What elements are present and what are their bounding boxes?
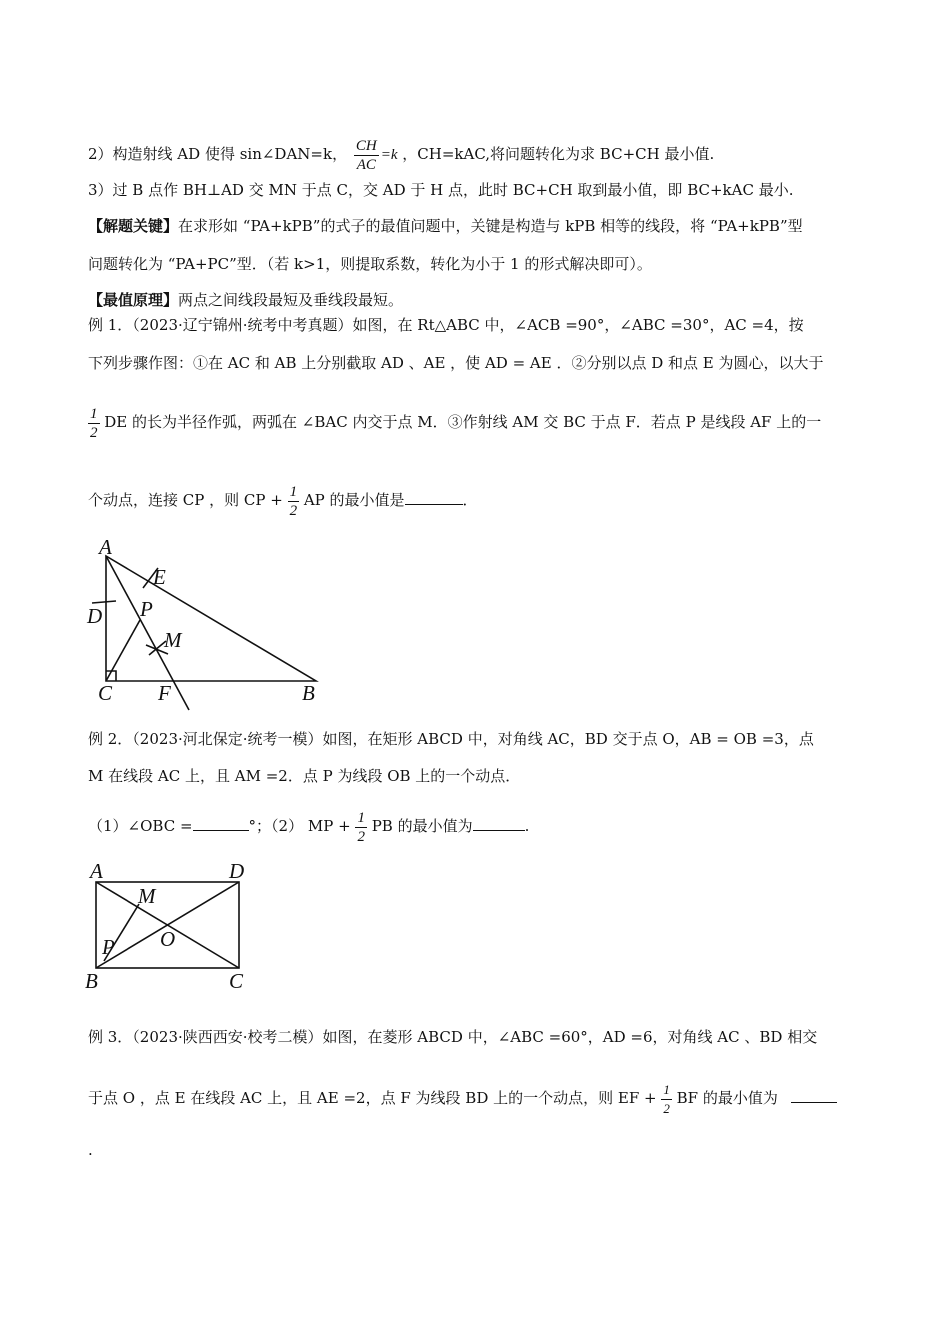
ex3-frac-num: 1 [661, 1081, 672, 1100]
ex2-q2-blank[interactable] [473, 816, 525, 831]
key-line-2: 问题转化为 “PA+PC”型．（若 k>1，则提取系数，转化为小于 1 的形式解决即可）。 [88, 255, 652, 273]
ex1-line-4-a: 个动点，连接 CP ，则 CP + [88, 491, 283, 509]
principle-label: 【最值原理】 [88, 291, 179, 309]
ex2-line-2: M 在线段 AC 上，且 AM =2．点 P 为线段 OB 上的一个动点． [88, 767, 521, 785]
key-label: 【解题关键】 [88, 217, 179, 235]
label-a: A [90, 859, 103, 883]
step2-prefix: 2）构造射线 AD 使得 sin∠DAN=k， [88, 145, 348, 163]
label-e: E [153, 565, 166, 589]
ex2-q2-b: PB 的最小值为 [371, 817, 473, 835]
ex3-answer-blank[interactable] [791, 1088, 837, 1103]
ex2-q2-fraction [355, 809, 367, 846]
ex1-line-1: 例 1．（2023·辽宁锦州·统考中考真题）如图，在 Rt△ABC 中，∠ACB =90°，∠ABC =30°，AC =4，按 [88, 316, 804, 334]
ex1-line-4-fraction [288, 483, 300, 520]
ex2-line-1: 例 2．（2023·河北保定·统考一模）如图，在矩形 ABCD 中，对角线 AC，BD 交于点 O，AB = OB =3，点 [88, 730, 814, 748]
step2-frac-den: AC [356, 156, 376, 173]
ex3-line-3: . [88, 1141, 93, 1159]
ex1-half-num: 1 [90, 405, 98, 422]
ex3-line-1: 例 3．（2023·陕西西安·校考二模）如图，在菱形 ABCD 中，∠ABC =60°，AD =6，对角线 AC 、BD 相交 [88, 1028, 818, 1046]
label-c: C [229, 969, 244, 993]
ex3-line-2 [88, 1078, 837, 1118]
ex2-q2-den: 2 [357, 828, 365, 845]
key-line-1 [88, 216, 803, 236]
ex1-line-4-den: 2 [289, 502, 298, 519]
label-o: O [160, 927, 176, 951]
ex1-triangle-figure [84, 536, 324, 711]
ex1-line-4 [88, 480, 478, 520]
arc-mark-d [92, 601, 116, 603]
ex2-q1: （1）∠OBC = [88, 817, 193, 835]
ex2-q2-num: 1 [357, 809, 365, 826]
step2-fraction [354, 137, 379, 174]
label-m: M [164, 628, 182, 652]
ex1-line-4-b: AP 的最小值是 [303, 491, 405, 509]
ex1-line-3 [88, 402, 821, 442]
ex3-line-2-a: 于点 O ，点 E 在线段 AC 上，且 AE =2，点 F 为线段 BD 上的一个动点，则 EF + [88, 1089, 657, 1107]
triangle-acb [106, 556, 316, 681]
principle-line [88, 290, 403, 310]
ex3-frac-den: 2 [663, 1100, 670, 1116]
step2-frac-tail: =k [380, 147, 398, 163]
label-b: B [85, 969, 98, 993]
step2-line [88, 134, 714, 174]
label-d: D [87, 604, 103, 628]
ex2-q2-end: . [524, 817, 530, 835]
ex2-q1-unit: °；（2） [248, 817, 304, 835]
label-a: A [99, 536, 112, 559]
label-d: D [229, 859, 245, 883]
principle-text: 两点之间线段最短及垂线段最短。 [178, 291, 404, 309]
ex1-answer-blank[interactable] [405, 490, 463, 505]
label-b: B [302, 681, 315, 705]
ex2-questions [88, 806, 529, 846]
label-m: M [138, 884, 156, 908]
ex1-half-den: 2 [90, 424, 98, 441]
ex3-fraction [661, 1081, 672, 1118]
step2-frac-num: CH [355, 137, 377, 154]
ex1-line-3-text: DE 的长为半径作弧，两弧在 ∠BAC 内交于点 M．③作射线 AM 交 BC 于点 F．若点 P 是线段 AF 上的一 [104, 413, 822, 431]
ex1-line-4-end: ． [462, 491, 478, 509]
ex1-line-2: 下列步骤作图：①在 AC 和 AB 上分别截取 AD 、AE ，使 AD = AE ．②分别以点 D 和点 E 为圆心，以大于 [88, 354, 824, 372]
label-p: P [102, 935, 115, 959]
segment-cp [106, 620, 140, 681]
ex2-q1-blank[interactable] [193, 816, 249, 831]
label-p: P [140, 597, 153, 621]
ex2-q2-a: MP + [307, 817, 351, 835]
key-text-1: 在求形如 “PA+kPB”的式子的最值问题中，关键是构造与 kPB 相等的线段，将 “PA+kPB”型 [178, 217, 803, 235]
ex3-line-2-b: BF 的最小值为 [676, 1089, 778, 1107]
ex1-half-fraction [88, 405, 100, 442]
label-f: F [158, 681, 171, 705]
ex1-line-4-num: 1 [289, 483, 298, 500]
step2-suffix: ，CH=kAC,将问题转化为求 BC+CH 最小值. [402, 145, 715, 163]
label-c: C [98, 681, 113, 705]
step3-line: 3）过 B 点作 BH⊥AD 交 MN 于点 C，交 AD 于 H 点，此时 BC+CH 取到最小值，即 BC+kAC 最小. [88, 181, 794, 199]
ex2-rectangle-figure [82, 858, 262, 993]
